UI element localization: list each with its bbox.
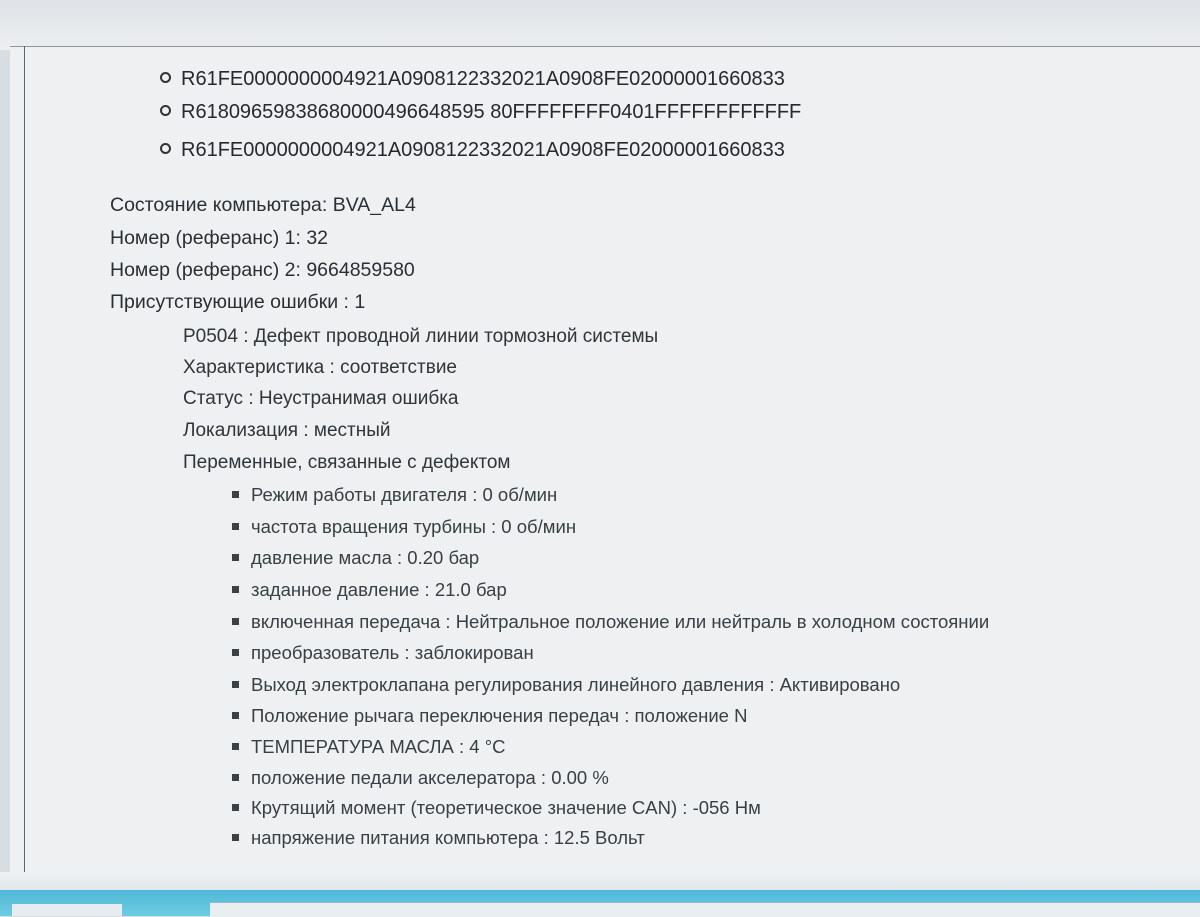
variable-item: Режим работы двигателя : 0 об/мин: [232, 484, 557, 506]
bullet-square-icon: [232, 491, 239, 498]
variable-item: положение педали акселератора : 0.00 %: [232, 767, 609, 789]
variable-item: преобразователь : заблокирован: [232, 642, 534, 664]
variable-item: Положение рычага переключения передач : положение N: [232, 705, 747, 727]
bullet-square-icon: [232, 554, 239, 561]
variable-item: частота вращения турбины : 0 об/мин: [232, 516, 576, 538]
code-list-item: R61FE0000000004921A0908122332021A0908FE02000001660833: [160, 139, 785, 162]
code-list-item: R61809659838680000496648595 80FFFFFFFF0401FFFFFFFFFFFF: [160, 101, 801, 124]
computer-state: Состояние компьютера: BVA_AL4: [110, 194, 416, 216]
error-localization: Локализация : местный: [183, 420, 391, 441]
variable-item: давление масла : 0.20 бар: [232, 547, 479, 569]
variable-item: Крутящий момент (теоретическое значение CAN) : -056 Нм: [232, 797, 761, 819]
bullet-square-icon: [232, 618, 239, 625]
bullet-circle-icon: [160, 72, 171, 83]
bullet-square-icon: [232, 712, 239, 719]
variable-item: заданное давление : 21.0 бар: [232, 579, 507, 601]
reference-number-1: Номер (реферанс) 1: 32: [110, 227, 329, 249]
error-status: Статус : Неустранимая ошибка: [183, 388, 459, 409]
variable-item: Выход электроклапана регулирования линейного давления : Активировано: [232, 674, 900, 696]
bullet-square-icon: [232, 774, 239, 781]
error-characteristic: Характеристика : соответствие: [183, 357, 457, 378]
variable-item: напряжение питания компьютера : 12.5 Вольт: [232, 827, 645, 849]
variable-item: включенная передача : Нейтральное положение или нейтраль в холодном состоянии: [232, 611, 989, 633]
present-errors-count: Присутствующие ошибки : 1: [110, 291, 366, 313]
bullet-square-icon: [232, 681, 239, 688]
taskbar-field: [210, 902, 1200, 917]
reference-number-2: Номер (реферанс) 2: 9664859580: [110, 259, 415, 281]
bullet-circle-icon: [160, 105, 171, 116]
code-list-item: R61FE0000000004921A0908122332021A0908FE02000001660833: [160, 68, 785, 91]
variables-header: Переменные, связанные с дефектом: [183, 452, 511, 473]
bullet-square-icon: [232, 804, 239, 811]
error-code-description: P0504 : Дефект проводной линии тормозной системы: [183, 326, 659, 347]
bullet-square-icon: [232, 834, 239, 841]
bullet-circle-icon: [160, 143, 171, 154]
bullet-square-icon: [232, 649, 239, 656]
bullet-square-icon: [232, 586, 239, 593]
variable-item: ТЕМПЕРАТУРА МАСЛА : 4 °C: [232, 736, 506, 758]
bullet-square-icon: [232, 743, 239, 750]
bullet-square-icon: [232, 523, 239, 530]
taskbar-left-block: [12, 904, 122, 916]
